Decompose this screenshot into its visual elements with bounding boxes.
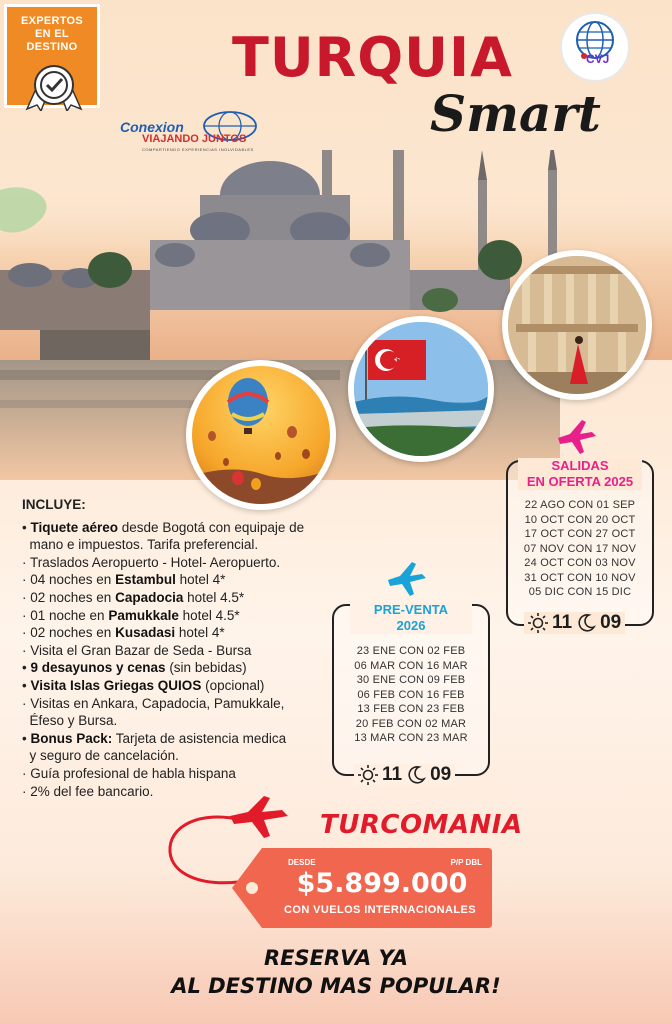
page-subtitle: Smart (430, 84, 601, 143)
airplane-icon (554, 414, 598, 458)
includes-item: • Visita Islas Griegas QUIOS (opcional) (22, 677, 265, 693)
preventa-header: PRE-VENTA 2026 (350, 602, 472, 634)
preventa-date-item: 23 ENE CON 02 FEB (356, 645, 466, 657)
preventa-date-item: 13 MAR CON 23 MAR (354, 732, 468, 744)
moon-icon (406, 765, 426, 785)
expertos-badge (4, 4, 100, 108)
oferta-date-list (508, 498, 652, 600)
preventa-dates-box (332, 602, 490, 785)
preventa-date-item: 30 ENE CON 09 FEB (356, 674, 466, 686)
includes-item: • Tiquete aéreo desde Bogotá con equipaje de (22, 519, 305, 535)
includes-item: · Visita el Gran Bazar de Seda - Bursa (22, 642, 252, 658)
price-amount: $5.899.000 (296, 868, 468, 899)
turkey-flag-harbor-photo (348, 316, 494, 462)
preventa-date-item: 06 MAR CON 16 MAR (354, 659, 468, 672)
includes-item: · 04 noches en Estambul hotel 4* (22, 572, 226, 588)
cappadocia-balloons-photo (186, 360, 336, 510)
preventa-nights: 09 (430, 764, 452, 785)
includes-item: · Visitas en Ankara, Capadocia, Pamukkale, (22, 695, 285, 711)
includes-item: Éfeso y Bursa. (22, 713, 118, 729)
oferta-date-item: 10 OCT CON 20 OCT (524, 513, 636, 526)
ephesus-library-photo (502, 250, 652, 400)
conexion-subtitle: VIAJANDO JUNTOS (142, 133, 247, 145)
includes-item: · Guía profesional de habla hispana (22, 765, 236, 781)
preventa-date-item: 13 FEB CON 23 FEB (357, 703, 465, 715)
oferta-date-item: 07 NOV CON 17 NOV (523, 542, 637, 555)
price-pp: P/P DBL (450, 858, 482, 867)
includes-item: · 2% del fee bancario. (22, 783, 154, 799)
includes-item: · 02 noches en Capadocia hotel 4.5* (22, 589, 245, 605)
oferta-header: SALIDAS EN OFERTA 2025 (518, 458, 642, 490)
includes-item: mano e impuestos. Tarifa preferencial. (22, 537, 259, 553)
oferta-days: 11 (552, 612, 573, 633)
conexion-name: Conexion (120, 119, 184, 135)
sun-icon (358, 765, 378, 785)
oferta-days-nights (524, 612, 625, 634)
preventa-days-nights (354, 764, 455, 786)
page-title: TURQUIA (232, 26, 513, 89)
conexion-tagline: COMPARTIENDO EXPERIENCIAS INOLVIDABLES (142, 147, 254, 152)
includes-list (22, 519, 352, 801)
oferta-date-item: 24 OCT CON 03 NOV (524, 557, 636, 569)
globe-icon (562, 14, 628, 80)
moon-icon (576, 613, 596, 633)
includes-item: • Bonus Pack: Tarjeta de asistencia medica (22, 730, 287, 746)
includes-section (22, 496, 352, 800)
airplane-icon (384, 556, 428, 600)
oferta-date-item: 05 DIC CON 15 DIC (528, 586, 632, 598)
badge-text: EXPERTOS EN EL DESTINO (20, 15, 84, 53)
price-desde: DESDE (288, 858, 316, 867)
award-ribbon-icon (21, 65, 87, 111)
preventa-date-item: 06 FEB CON 16 FEB (357, 688, 465, 701)
cvj-text: CVJ (586, 52, 610, 66)
includes-item: · 01 noche en Pamukkale hotel 4.5* (22, 607, 240, 623)
preventa-date-list (334, 644, 488, 746)
includes-item: • 9 desayunos y cenas (sin bebidas) (22, 660, 247, 676)
includes-item: · 02 noches en Kusadasi hotel 4* (22, 625, 225, 641)
sun-icon (528, 613, 548, 633)
price-tag (232, 848, 492, 928)
includes-title: INCLUYE: (22, 497, 86, 512)
call-to-action: RESERVA YA AL DESTINO MAS POPULAR! (171, 946, 501, 998)
preventa-days: 11 (382, 764, 403, 785)
oferta-nights: 09 (600, 612, 622, 633)
includes-item: · Traslados Aeropuerto - Hotel- Aeropuerto. (22, 554, 281, 570)
oferta-date-item: 22 AGO CON 01 SEP (524, 499, 636, 511)
preventa-date-item: 20 FEB CON 02 MAR (355, 717, 467, 730)
price-note: CON VUELOS INTERNACIONALES (284, 904, 476, 916)
promo-name: TURCOMANIA (320, 810, 523, 840)
oferta-date-item: 17 OCT CON 27 OCT (524, 528, 636, 540)
cvj-logo (562, 14, 628, 80)
oferta-date-item: 31 OCT CON 10 NOV (524, 571, 636, 584)
includes-item: y seguro de cancelación. (22, 748, 179, 764)
oferta-dates-box (506, 458, 654, 633)
